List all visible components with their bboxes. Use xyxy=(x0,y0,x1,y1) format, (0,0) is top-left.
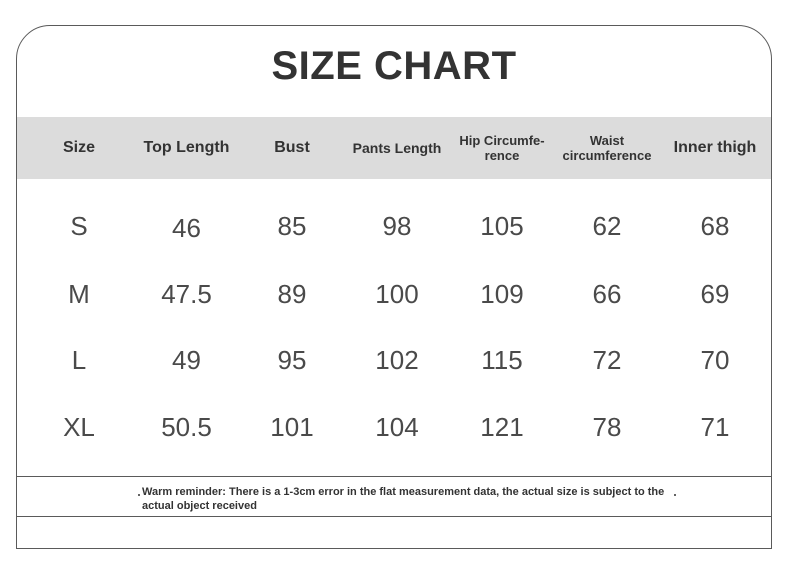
cell-bust: 101 xyxy=(270,411,314,442)
size-chart-frame xyxy=(16,25,772,549)
header-hip-line2: rence xyxy=(484,148,520,163)
cell-top-length: 47.5 xyxy=(161,278,212,309)
cell-waist: 78 xyxy=(592,411,622,442)
cell-pants-length: 104 xyxy=(375,411,419,442)
cell-inner-thigh: 68 xyxy=(700,210,730,241)
cell-top-length: 46 xyxy=(172,212,201,243)
header-pants-length: Pants Length xyxy=(352,140,442,156)
page-title: SIZE CHART xyxy=(271,44,517,88)
cell-inner-thigh: 71 xyxy=(700,411,730,442)
cell-pants-length: 98 xyxy=(382,210,412,241)
cell-bust: 85 xyxy=(277,210,307,241)
header-size: Size xyxy=(62,139,95,156)
header-hip-line1: Hip Circumfe- xyxy=(459,133,545,148)
cell-bust: 95 xyxy=(277,344,307,375)
header-top-length: Top Length xyxy=(143,139,230,156)
warm-reminder-text: Warm reminder: There is a 1-3cm error in the flat measurement data, the actual size is subject to the actual object received xyxy=(142,486,665,512)
header-waist-line1: Waist xyxy=(589,133,625,148)
cell-waist: 62 xyxy=(592,210,622,241)
cell-top-length: 49 xyxy=(172,344,201,375)
bullet-dot xyxy=(674,494,676,496)
cell-hip: 115 xyxy=(481,344,523,375)
header-waist-circumference xyxy=(555,117,659,179)
cell-size: S xyxy=(70,210,88,241)
cell-waist: 66 xyxy=(592,278,622,309)
cell-size: XL xyxy=(63,411,95,442)
cell-inner-thigh: 70 xyxy=(700,344,730,375)
cell-top-length: 50.5 xyxy=(161,411,212,442)
cell-inner-thigh: 69 xyxy=(700,278,730,309)
header-inner-thigh: Inner thigh xyxy=(673,139,757,156)
cell-size: L xyxy=(71,344,87,375)
cell-size: M xyxy=(68,278,90,309)
cell-pants-length: 102 xyxy=(375,344,419,375)
cell-bust: 89 xyxy=(277,278,307,309)
cell-hip: 109 xyxy=(480,278,524,309)
cell-hip: 105 xyxy=(480,210,524,241)
cell-hip: 121 xyxy=(480,411,524,442)
cell-pants-length: 100 xyxy=(375,278,419,309)
warm-reminder-box xyxy=(17,476,771,517)
header-bust: Bust xyxy=(274,139,310,156)
bullet-dot xyxy=(138,494,140,496)
cell-waist: 72 xyxy=(592,344,622,375)
header-hip-circumference xyxy=(452,117,552,179)
header-waist-line2: circumference xyxy=(562,148,652,163)
